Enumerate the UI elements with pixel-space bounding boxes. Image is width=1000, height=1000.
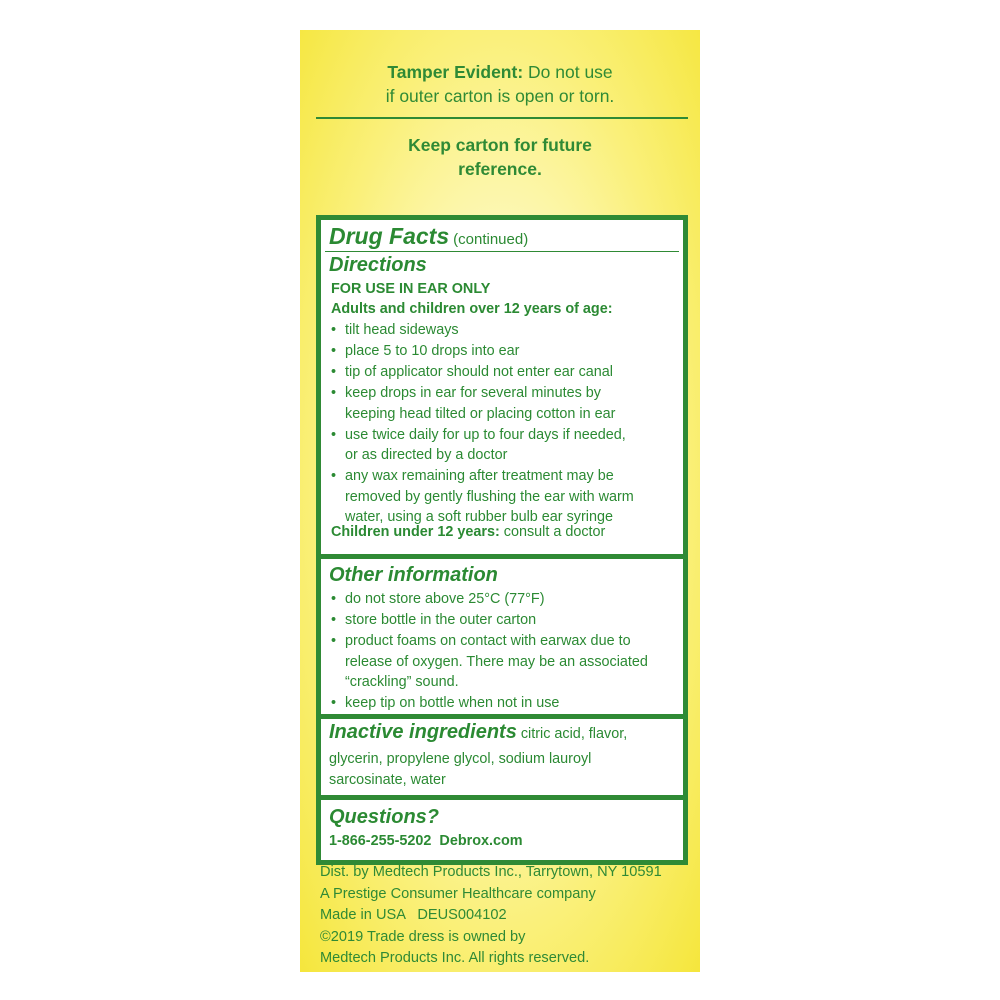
- directions-bullet-text: keeping head tilted or placing cotton in ear: [345, 405, 616, 422]
- inactive-heading: Inactive ingredients: [329, 721, 517, 743]
- other-information-heading: Other information: [329, 564, 498, 586]
- divider: [316, 117, 688, 119]
- directions-bullet-text: keep drops in ear for several minutes by: [345, 385, 601, 401]
- bullet-icon: •: [331, 633, 337, 649]
- distribution-line: A Prestige Consumer Healthcare company: [320, 885, 596, 902]
- bullet-icon: •: [331, 364, 337, 380]
- distribution-line: Made in USA DEUS004102: [320, 907, 507, 923]
- tamper-evident-notice: [300, 60, 700, 108]
- distribution-line: Medtech Products Inc. All rights reserved.: [320, 950, 590, 966]
- drug-facts-rule: [325, 251, 679, 252]
- directions-bullet-text: place 5 to 10 drops into ear: [345, 343, 520, 359]
- directions-bullet-text: removed by gently flushing the ear with warm: [345, 488, 634, 505]
- directions-bullet-text: tilt head sideways: [345, 322, 459, 338]
- other-information-bullet-text: product foams on contact with earwax due to: [345, 633, 631, 649]
- directions-heading: Directions: [329, 254, 427, 276]
- bullet-icon: •: [331, 591, 337, 607]
- inactive-line-3: sarcosinate, water: [329, 772, 446, 788]
- bullet-icon: •: [331, 468, 337, 484]
- drug-facts-box: [316, 215, 688, 865]
- use-in-ear-only: FOR USE IN EAR ONLY: [331, 281, 491, 297]
- drug-facts-title-text: Drug Facts: [329, 223, 450, 249]
- inactive-line-2: glycerin, propylene glycol, sodium lauroyl: [329, 751, 592, 767]
- children-label: Children under 12 years:: [331, 524, 500, 540]
- contact-line: [329, 831, 523, 852]
- directions-panel: [321, 220, 683, 554]
- directions-bullet-text: water, using a soft rubber bulb ear syringe: [345, 509, 613, 525]
- inactive-text-1: citric acid, flavor,: [516, 726, 628, 742]
- bullet-icon: •: [331, 322, 337, 338]
- other-information-panel: [321, 559, 683, 714]
- bullet-icon: •: [331, 695, 337, 711]
- distribution-line: Dist. by Medtech Products Inc., Tarrytown, NY 10591: [320, 864, 662, 880]
- keep-line-2: reference.: [458, 159, 542, 179]
- questions-heading: Questions?: [329, 806, 440, 828]
- directions-bullet-text: use twice daily for up to four days if needed,: [345, 426, 626, 443]
- directions-bullet-text: or as directed by a doctor: [345, 447, 508, 463]
- website: Debrox.com: [439, 833, 523, 849]
- bullet-icon: •: [331, 612, 337, 628]
- carton-panel: [300, 30, 700, 972]
- other-information-bullet-text: do not store above 25°C (77°F): [345, 591, 545, 607]
- distribution-line: ©2019 Trade dress is owned by: [320, 928, 526, 945]
- tamper-text-1: Do not use: [523, 62, 613, 82]
- distribution-info: [320, 862, 662, 970]
- bullet-icon: •: [331, 385, 337, 401]
- tamper-text-2: if outer carton is open or torn.: [385, 86, 615, 106]
- other-information-bullet-text: “crackling” sound.: [345, 674, 459, 690]
- tamper-label: Tamper Evident:: [387, 62, 524, 82]
- drug-facts-continued: (continued): [453, 231, 529, 248]
- directions-bullet-text: tip of applicator should not enter ear canal: [345, 364, 613, 380]
- children-text: consult a doctor: [499, 524, 606, 540]
- keep-line-1: Keep carton for future: [408, 135, 592, 155]
- directions-bullet-text: any wax remaining after treatment may be: [345, 468, 614, 484]
- phone-number: 1-866-255-5202: [329, 833, 432, 849]
- adults-heading: Adults and children over 12 years of age:: [331, 301, 613, 317]
- inactive-line-1: [329, 722, 627, 745]
- bullet-icon: •: [331, 426, 337, 443]
- questions-panel: [321, 800, 683, 860]
- other-information-bullet-text: release of oxygen. There may be an associated: [345, 653, 648, 670]
- inactive-ingredients-panel: [321, 719, 683, 795]
- children-note: [331, 522, 605, 543]
- other-information-bullet-text: keep tip on bottle when not in use: [345, 695, 560, 711]
- bullet-icon: •: [331, 343, 337, 359]
- other-information-bullet-text: store bottle in the outer carton: [345, 612, 537, 628]
- drug-facts-title: [329, 221, 528, 255]
- keep-carton-notice: [300, 133, 700, 181]
